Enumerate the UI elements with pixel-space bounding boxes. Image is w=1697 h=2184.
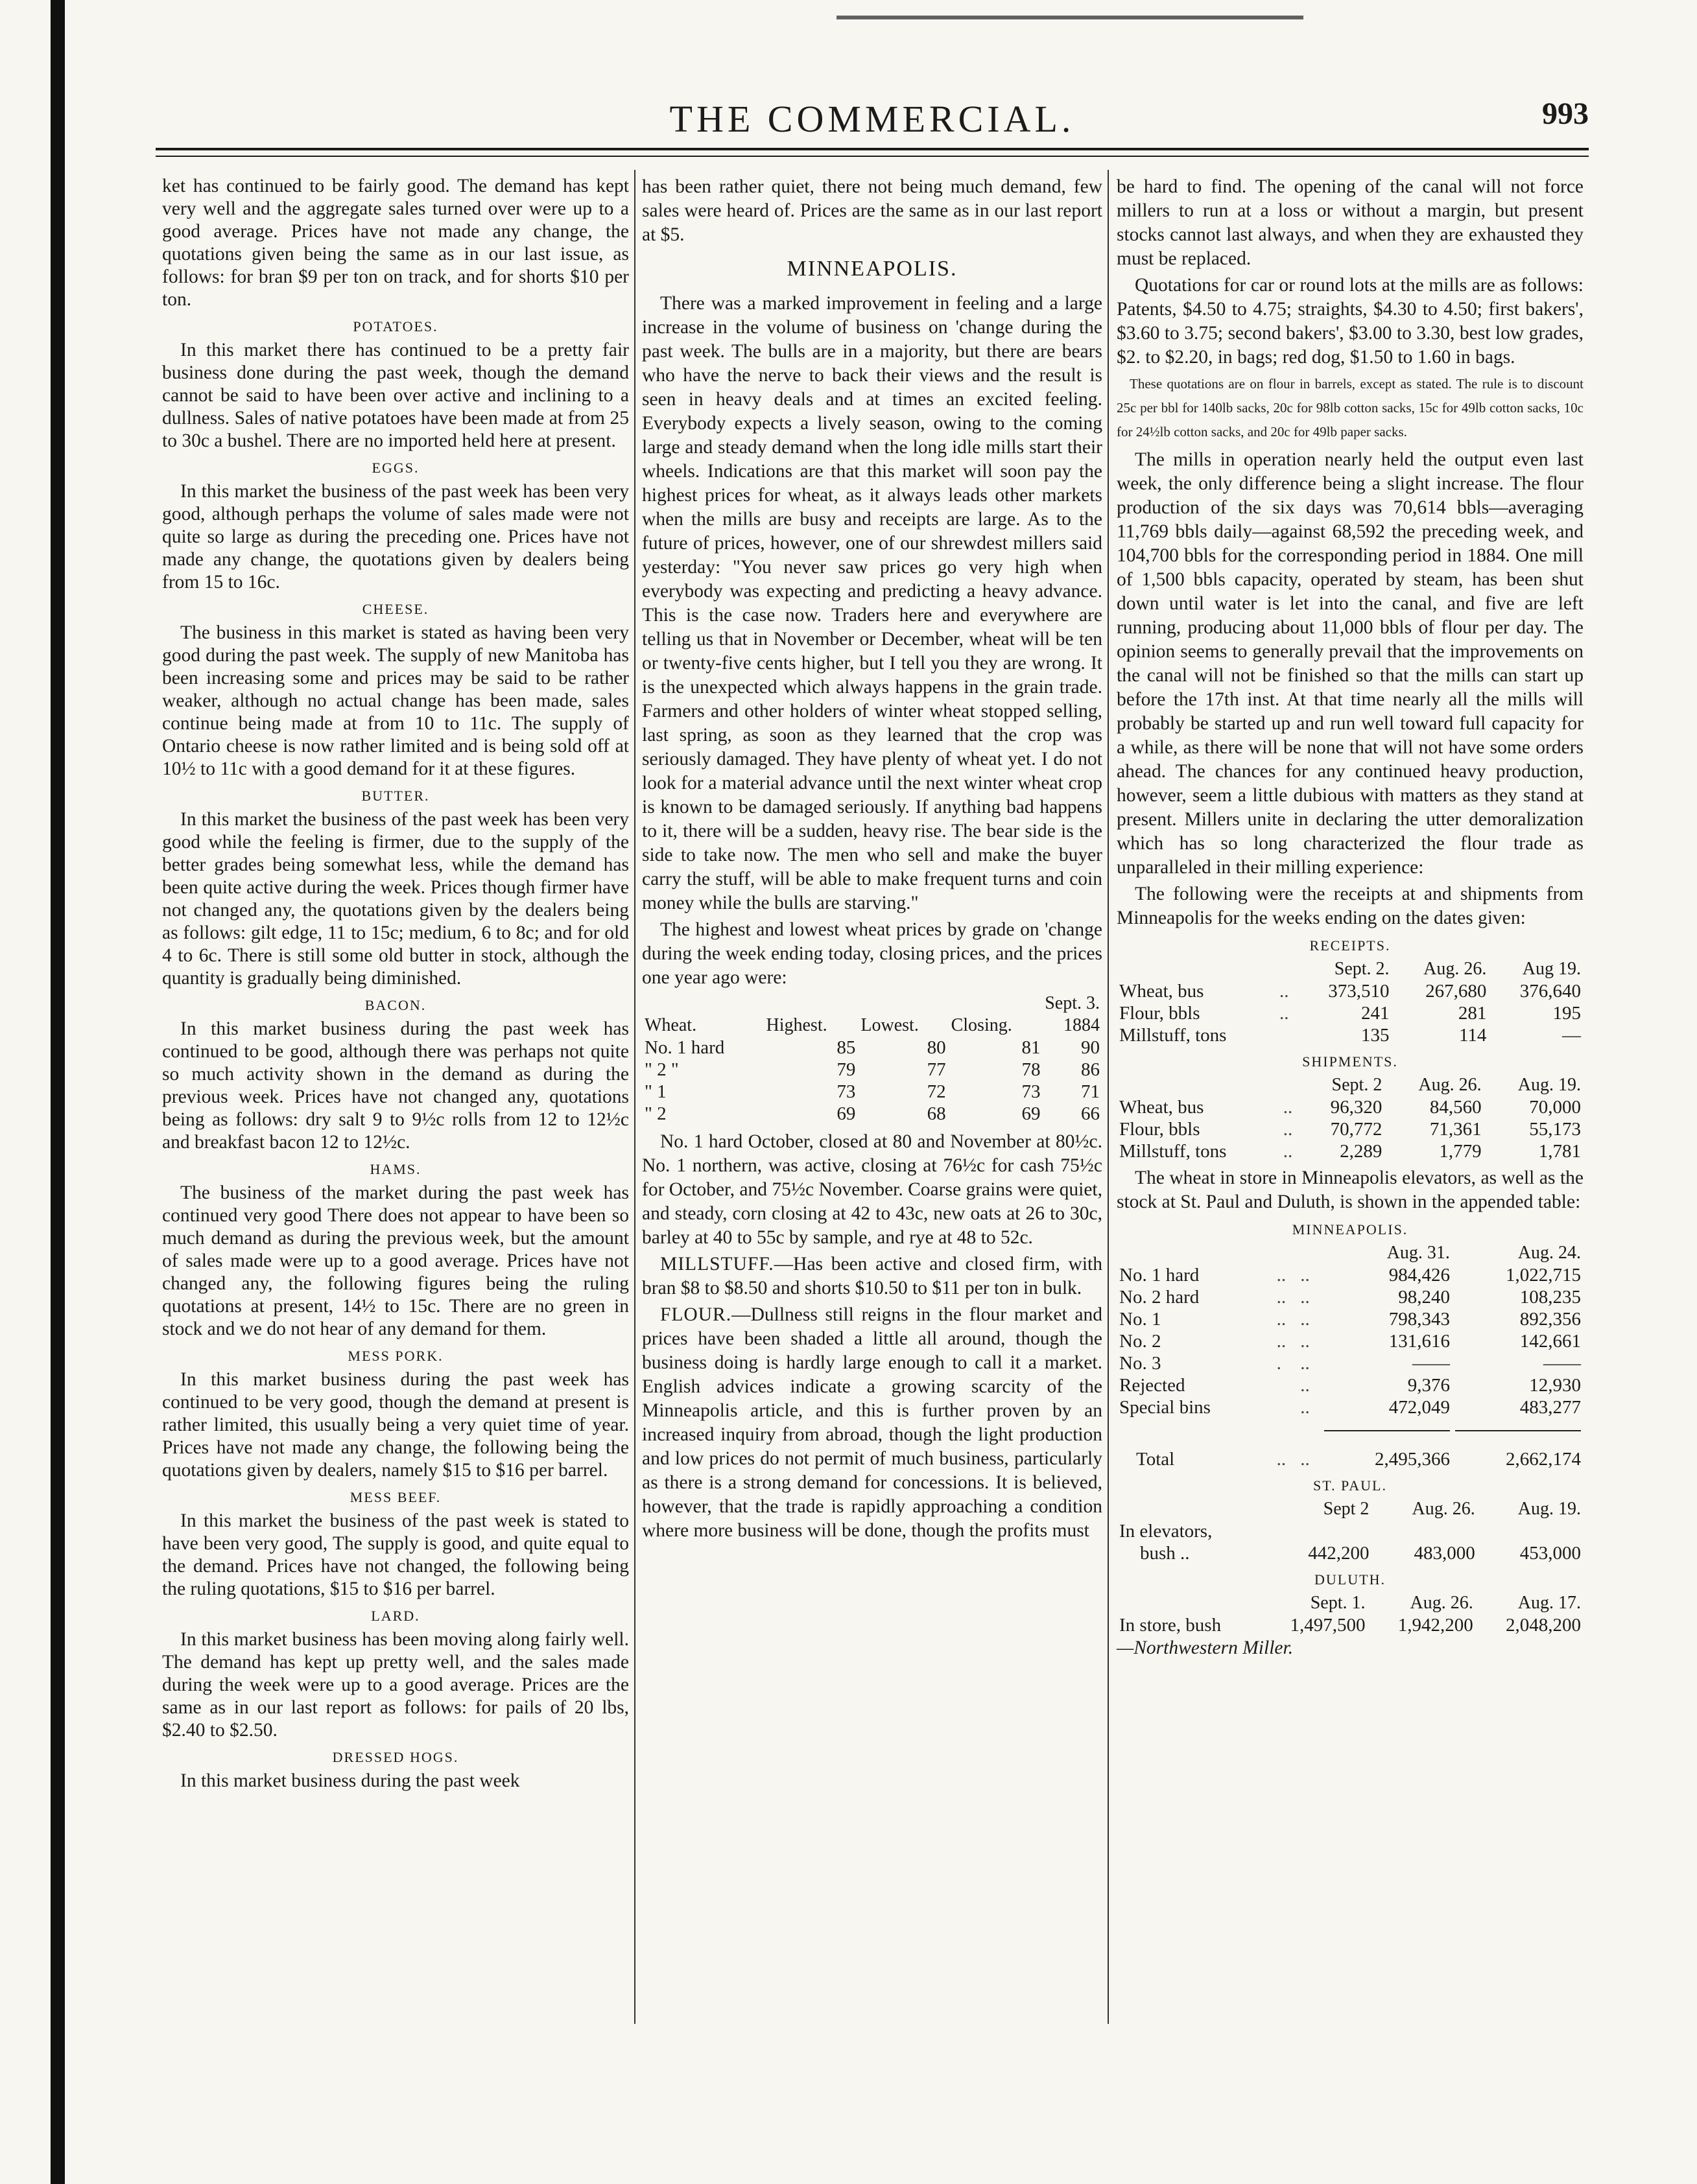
table-cell: 241 [1361,1003,1390,1024]
table-cell: 69 [1021,1103,1041,1124]
table-cell [1277,1024,1298,1046]
table-cell: .. [1300,1375,1310,1396]
leader-dots: .. [1180,1543,1190,1564]
table-cell: 86 [1081,1059,1100,1080]
table-cell: 69 [837,1103,856,1124]
table-header-cell: Aug. 26. [1410,1593,1473,1613]
paragraph: be hard to find. The opening of the canal will not force millers to run at a loss or without a margin, but present stocks cannot last always, and when they are exhausted they must be replaced. [1117,176,1584,269]
table-cell: 472,049 [1388,1397,1450,1418]
paragraph: In this market business during the past week has continued to be good, although there was perhaps not quite so much activity shown in the demand as during the previous week. Prices have not changed any, quotations being as follows: dry salt 9 to 9½c rolls from 12 to 12½c and breakfast bacon 12 to 12½c. [162,1018,629,1153]
section-heading-bacon: BACON. [364,997,427,1013]
table-cell: 12,930 [1529,1375,1581,1396]
source-credit: —Northwestern Miller. [1117,1638,1294,1658]
paragraph: The wheat in store in Minneapolis elevators, as well as the stock at St. Paul and Duluth, is shown in the appended table: [1117,1168,1584,1212]
paragraph-text: —Dullness still reigns in the flour market and prices have been shaded a little all around, though the business doing is hardly large enough to call it a market. English advices indicate a growing scarcity of the Minneapolis article, and this is further proven by an increased inquiry from abroad, though the light production and low prices do not permit of much business, particularly as there is a strong demand for concessions. It is believed, however, that the trade is rapidly approaching a condition where more business will be done, though the profits must [642,1304,1102,1541]
table-row [1117,1264,1584,1286]
table-row [1117,1286,1584,1308]
table-row [1117,1374,1584,1396]
table-cell: Flour, bbls [1119,1003,1200,1024]
table-cell [1274,1374,1298,1396]
paragraph: In this market the business of the past week has been very good while the feeling is firmer, due to the supply of the better grades being somewhat less, while the demand has been quite active during the week. Prices though firmer have not changed any, the quotations given by the dealers being as follows: gilt edge, 11 to 15c; medium, 6 to 8c; and for old 4 to 6c. There is still some old butter in stock, although the quantity is gradually being diminished. [162,809,629,989]
table-row [1117,1118,1584,1140]
table-cell: 267,680 [1425,981,1487,1002]
table-cell: .. [1279,1003,1289,1024]
table-cell: 85 [837,1037,856,1058]
table-cell: .. [1279,981,1289,1002]
scan-binding-edge [51,0,65,2184]
paragraph: ket has continued to be fairly good. The demand has kept very well and the aggregate sales turned over were up to a good average. Prices have not made any change, the quotations given being the same as in our last issue, as follows: for bran $9 per ton on track, and for shorts $10 per ton. [162,176,629,310]
section-heading-mess-pork: MESS PORK. [348,1348,444,1364]
table-header-cell: Sept. 1. [1310,1593,1366,1613]
table-cell: .. [1283,1141,1293,1162]
table-header-cell: Aug. 24. [1517,1243,1581,1263]
column-3 [1117,175,1584,1663]
paragraph: has been rather quiet, there not being much demand, few sales were heard of. Prices are the same as in our last report at $5. [642,176,1102,245]
table-row [1117,980,1584,1002]
table-header-cell: Wheat. [645,1015,697,1035]
table-cell: 281 [1458,1003,1487,1024]
publication-title: THE COMMERCIAL. [669,98,1075,140]
table-cell: 71,361 [1429,1119,1482,1140]
table-header-cell: Aug. 26. [1418,1075,1482,1095]
table-cell: 90 [1081,1037,1100,1058]
table-cell: 73 [837,1081,856,1102]
table-header-cell: Sept 2 [1323,1499,1370,1519]
total-rule-row [1117,1418,1584,1440]
table-title-duluth: DULUTH. [1314,1571,1386,1588]
table-cell: 98,240 [1398,1287,1450,1308]
table-cell: No. 1 hard [1119,1265,1200,1286]
table-cell: 453,000 [1519,1543,1581,1564]
table-cell: 442,200 [1308,1543,1370,1564]
table-cell: Rejected [1119,1375,1185,1396]
table-cell: . [1276,1353,1281,1374]
table-cell: 195 [1552,1003,1581,1024]
table-cell: " 2 [645,1103,667,1124]
table-header-cell: Sept. 3. [1045,993,1100,1013]
column-divider-2 [1108,170,1109,2024]
table-cell: 70,000 [1529,1097,1581,1118]
table-cell: .. [1283,1119,1293,1140]
table-cell: Total [1136,1449,1175,1470]
table-cell: .. [1300,1287,1310,1308]
table-cell: 108,235 [1519,1287,1581,1308]
table-cell: .. [1276,1265,1287,1286]
table-title-shipments: SHIPMENTS. [1302,1053,1398,1070]
table-cell: In store, bush [1119,1615,1222,1636]
table-cell: 1,022,715 [1506,1265,1581,1286]
table-cell: No. 1 [1119,1309,1161,1330]
table-cell: 373,510 [1328,981,1390,1002]
header-rule-thin [156,156,1589,157]
column-2 [642,175,1102,1545]
table-row [642,1059,1102,1081]
table-cell [1117,1542,1269,1564]
table-cell: .. [1300,1309,1310,1330]
table-cell: 798,343 [1388,1309,1450,1330]
page-header [156,97,1589,143]
table-row [1117,1140,1584,1162]
table-cell: 77 [927,1059,946,1080]
table-cell [1274,1396,1298,1418]
paragraph: No. 1 hard October, closed at 80 and November at 80½c. No. 1 northern, was active, closing at 76½c for cash 75½c for October, and 75½c November. Coarse grains were quiet, and steady, corn closing at 42 to 43c, new oats at 26 to 30c, barley at 40 to 55c by sample, and rye at 48 to 52c. [642,1131,1102,1248]
run-in-heading-flour: FLOUR. [660,1304,732,1325]
table-cell: 79 [837,1059,856,1080]
table-cell: 9,376 [1407,1375,1450,1396]
table-cell: Wheat, bus [1119,1097,1204,1118]
paragraph [642,1252,1102,1300]
table-cell: 1,781 [1538,1141,1581,1162]
table-cell: .. [1276,1287,1287,1308]
table-header-cell: Aug. 26. [1412,1499,1475,1519]
row-label: bush [1140,1543,1176,1564]
paragraph: The highest and lowest wheat prices by grade on 'change during the week ending today, closing prices, and the prices one year ago were: [642,919,1102,988]
total-rule [1455,1430,1581,1431]
table-cell: 892,356 [1519,1309,1581,1330]
table-cell: No. 3 [1119,1353,1161,1374]
scan-mark [837,16,1303,19]
table-cell: —— [1412,1353,1450,1374]
table-cell: 70,772 [1330,1119,1383,1140]
table-title-st-paul: ST. PAUL. [1313,1477,1387,1494]
table-cell: Special bins [1119,1397,1211,1418]
section-heading-butter: BUTTER. [361,788,430,804]
table-row-total [1117,1440,1584,1470]
table-cell: 483,277 [1519,1397,1581,1418]
table-cell: .. [1300,1331,1310,1352]
table-header-cell: Closing. [951,1015,1012,1035]
table-cell: 142,661 [1519,1331,1581,1352]
paragraph: The following were the receipts at and shipments from Minneapolis for the weeks ending on the dates given: [1117,884,1584,928]
table-header-cell: 1884 [1063,1015,1100,1035]
section-heading-minneapolis: MINNEAPOLIS. [787,257,958,281]
section-heading-potatoes: POTATOES. [353,318,438,335]
table-cell: 78 [1021,1059,1041,1080]
table-cell: 2,289 [1340,1141,1383,1162]
total-rule [1324,1430,1450,1431]
table-cell: 483,000 [1414,1543,1475,1564]
table-cell: .. [1300,1397,1310,1418]
paragraph: In this market business during the past week has continued to be very good, though the demand at present is rather limited, this usually being a very quiet time of year. Prices have not made any change, the following being the quotations given by dealers, namely $15 to $16 per barrel. [162,1369,629,1481]
table-cell: No. 2 [1119,1331,1161,1352]
page-number: 993 [1542,97,1589,131]
table-cell: 73 [1021,1081,1041,1102]
paragraph: In this market the business of the past week has been very good, although perhaps the volume of sales made were not quite so large as during the preceding one. Prices have not made any change, the quotations given by dealers being from 15 to 16c. [162,481,629,593]
shipments-table [1117,1074,1584,1162]
table-title-receipts: RECEIPTS. [1309,937,1391,954]
table-cell: 2,048,200 [1506,1615,1581,1636]
column-divider-1 [634,170,635,2024]
minneapolis-stock-table [1117,1242,1584,1470]
table-cell: 96,320 [1330,1097,1383,1118]
table-cell: Millstuff, tons [1119,1025,1227,1046]
run-in-heading-millstuff: MILLSTUFF. [660,1254,774,1274]
table-cell: 1,497,500 [1290,1615,1366,1636]
paragraph [642,1303,1102,1543]
table-row [1117,1330,1584,1352]
table-row [1117,1024,1584,1046]
table-row [642,1037,1102,1059]
table-header-cell: Aug. 17. [1517,1593,1581,1613]
table-header-cell: Aug. 31. [1386,1243,1450,1263]
table-cell: .. [1276,1331,1287,1352]
table-row [1117,1352,1584,1374]
section-heading-mess-beef: MESS BEEF. [350,1489,442,1505]
table-cell: 80 [927,1037,946,1058]
table-cell: No. 1 hard [645,1037,725,1058]
table-cell: .. [1300,1265,1310,1286]
header-rule-thick [156,148,1589,150]
table-row [642,1103,1102,1125]
table-header-cell: Sept. 2. [1334,959,1390,979]
table-header-cell: Lowest. [860,1015,919,1035]
table-cell: 114 [1458,1025,1487,1046]
section-heading-dressed-hogs: DRESSED HOGS. [332,1749,459,1765]
table-row [1117,1002,1584,1024]
table-cell: 984,426 [1388,1265,1450,1286]
table-cell: — [1562,1025,1581,1046]
table-cell: 135 [1361,1025,1390,1046]
table-row [1117,1096,1584,1118]
section-heading-hams: HAMS. [370,1161,421,1177]
duluth-stock-table [1117,1592,1584,1636]
table-row [642,1081,1102,1103]
st-paul-stock-table [1117,1498,1584,1564]
table-cell: In elevators, [1119,1521,1213,1542]
paragraph: There was a marked improvement in feeling and a large increase in the volume of business on 'change during the past week. The bulls are in a majority, but there are bears who have the nerve to back their views and the result is seen in heavy deals and at times an excited feeling. Everybody expects a lively season, owing to the coming large and steady demand when the long idle mills start their wheels. Indications are that this market will soon pay the highest prices for wheat, as it always leads other markets when the mills are busy and receipts are large. As to the future of prices, however, one of our shrewdest millers said yesterday: "You never saw prices go very high when everybody was expecting and predicting a heavy advance. This is the case now. Traders here and everywhere are telling us that in November or December, wheat will be ten or twenty-five cents higher, but I tell you they are wrong. It is the unexpected which always happens in the grain trade. Farmers and other holders of winter wheat stopped selling, last spring, as soon as they learned that the crop was seriously damaged. They have plenty of wheat yet. I do not look for a material advance until the next winter wheat crop is known to be damaged seriously. If anything bad happens to it, there will be a sudden, heavy rise. The bear side is the side to take now. The men who sell and make the buyer carry the stuff, will be able to make frequent turns and coin money while the bulls are starving." [642,293,1102,913]
table-header-cell: Aug. 26. [1423,959,1487,979]
table-cell: 55,173 [1529,1119,1581,1140]
table-row [1117,1542,1584,1564]
table-title-minneapolis: MINNEAPOLIS. [1292,1221,1408,1238]
paragraph: The business in this market is stated as having been very good during the past week. The supply of new Manitoba has been increasing some and prices may be said to be rather weaker, although no actual change has been made, sales continue being made at from 10 to 11c. The supply of Ontario cheese is now rather limited and is being sold off at 10½ to 11c with a good demand for it at these figures. [162,622,629,779]
table-cell: Flour, bbls [1119,1119,1200,1140]
section-heading-lard: LARD. [371,1608,420,1624]
table-cell: 72 [927,1081,946,1102]
table-cell: Millstuff, tons [1119,1141,1227,1162]
paragraph: In this market the business of the past week is stated to have been very good, The supply is good, and quite equal to the demand. Prices have not changed, the following being the ruling quotations, $15 to $16 per barrel. [162,1510,629,1599]
section-heading-eggs: EGGS. [372,460,420,476]
table-row [1117,1396,1584,1418]
table-header-cell: Highest. [766,1015,827,1035]
table-cell: .. [1300,1449,1310,1470]
table-header-cell: Aug. 19. [1517,1499,1581,1519]
column-1 [162,175,629,1795]
table-cell: 376,640 [1519,981,1581,1002]
table-cell: 84,560 [1429,1097,1482,1118]
table-cell: 131,616 [1388,1331,1450,1352]
table-cell: Wheat, bus [1119,981,1204,1002]
table-cell: .. [1276,1309,1287,1330]
table-cell: 71 [1081,1081,1100,1102]
table-cell: 1,942,200 [1397,1615,1473,1636]
table-header-cell: Aug 19. [1522,959,1581,979]
table-cell: 2,662,174 [1506,1449,1581,1470]
section-heading-cheese: CHEESE. [362,601,429,617]
paragraph-text: —Has been active and closed firm, with bran $8 to $8.50 and shorts $10.50 to $11 per ton in bulk. [642,1254,1102,1298]
table-row [1117,1308,1584,1330]
table-cell: —— [1543,1353,1581,1374]
table-cell: 2,495,366 [1374,1449,1450,1470]
table-cell: No. 2 hard [1119,1287,1200,1308]
table-cell: " 1 [645,1081,667,1102]
receipts-table [1117,958,1584,1046]
paragraph: The business of the market during the past week has continued very good There does not appear to have been so much demand as during the previous week, but the amount of sales made were up to a good average. Prices have not changed any, the following figures being the ruling quotations at present, 14½ to 15c. There are no green in stock and we do not hear of any demand for them. [162,1182,629,1339]
table-cell: 81 [1021,1037,1041,1058]
paragraph: The mills in operation nearly held the output even last week, the only difference being a slight increase. The flour production of the six days was 70,614 bbls—averaging 11,769 bbls daily—against 68,592 the preceding week, and 104,700 bbls for the corresponding period in 1884. One mill of 1,500 bbls capacity, operated by steam, has been shut down until water is let into the canal, and five are left running, producing about 11,000 bbls of flour per day. The opinion seems to generally prevail that the improvements on the canal will not be finished so that the mills can start up before the 17th inst. At that time nearly all the mills will probably be started up and run well toward full capacity for a while, as there will be none that will not have some orders ahead. The chances for any continued heavy production, however, seem a little dubious with matters as they stand at present. Millers unite in declaring the utter demoralization which has so long characterized the flour trade as unparalleled in their milling experience: [1117,449,1584,878]
table-cell: 66 [1081,1103,1100,1124]
table-cell: " 2 " [645,1059,679,1080]
table-cell: .. [1283,1097,1293,1118]
table-row [1117,1614,1584,1636]
table-cell: .. [1300,1353,1310,1374]
footnote: These quotations are on flour in barrels, except as stated. The rule is to discount 25c per bbl for 140lb sacks, 20c for 98lb cotton sacks, 15c for 49lb cotton sacks, 10c for 24½lb cotton sacks, and 20c for 49lb paper sacks. [1117,376,1584,440]
table-header-cell: Aug. 19. [1517,1075,1581,1095]
wheat-price-table [642,992,1102,1125]
paragraph: Quotations for car or round lots at the mills are as follows: Patents, $4.50 to 4.75; straights, $4.30 to 4.50; first bakers', $3.60 to 3.75; second bakers', $3.00 to 3.30, best low grades, $2. to $2.20, in bags; red dog, $1.50 to 1.60 in bags. [1117,275,1584,368]
table-cell: 68 [927,1103,946,1124]
paragraph: In this market there has continued to be a pretty fair business done during the past week, though the demand cannot be said to have been over active and inclining to a dullness. Sales of native potatoes have been made at from 25 to 30c a bushel. There are no imported held here at present. [162,340,629,451]
table-row [1117,1520,1584,1542]
paragraph: In this market business during the past week [180,1770,520,1791]
table-cell: .. [1276,1449,1287,1470]
paragraph: In this market business has been moving along fairly well. The demand has kept up pretty well, and the sales made during the week were up to a good average. Prices are the same as in our last report as follows: for pails of 20 lbs, $2.40 to $2.50. [162,1629,629,1741]
table-cell: 1,779 [1439,1141,1482,1162]
table-header-cell: Sept. 2 [1331,1075,1383,1095]
